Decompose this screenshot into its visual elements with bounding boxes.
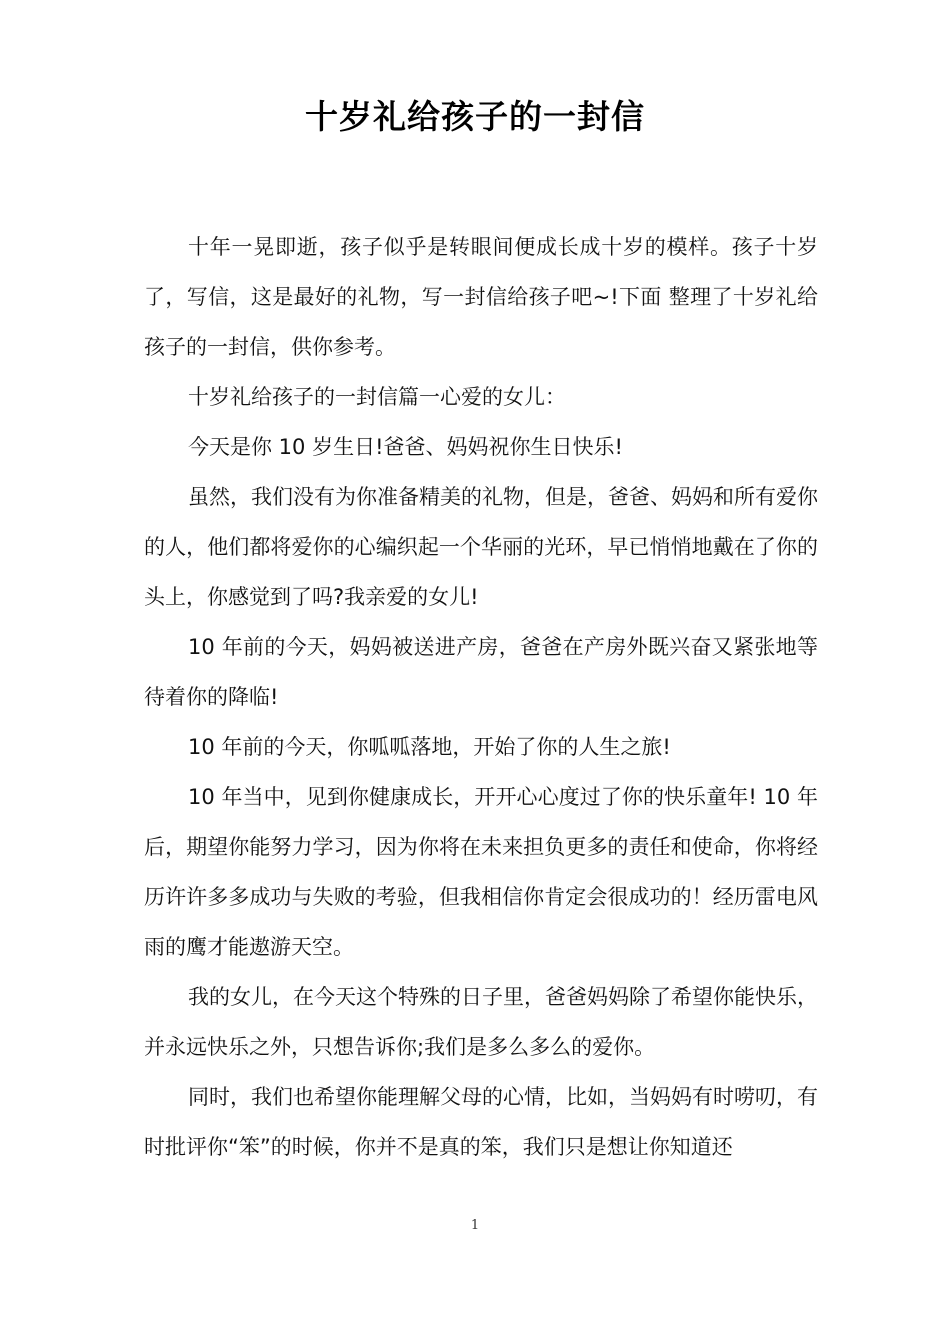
- paragraph-growth: 10 年当中，见到你健康成长，开开心心度过了你的快乐童年! 10 年后，期望你能努力学习，因为你将在未来担负更多的责任和使命，你将经历许许多多成功与失败的考验，但我相信你肯定会很成功的！经历雷电风雨的鹰才能遨游天空。: [144, 785, 818, 959]
- document-body: [144, 222, 818, 1172]
- paragraph-gift: 虽然，我们没有为你准备精美的礼物，但是，爸爸、妈妈和所有爱你的人，他们都将爱你的心编织起一个华丽的光环，早已悄悄地戴在了你的头上，你感觉到了吗?我亲爱的女儿!: [144, 485, 818, 609]
- paragraph-letter-heading: 十岁礼给孩子的一封信篇一心爱的女儿：: [188, 385, 566, 409]
- paragraph-understanding: 同时，我们也希望你能理解父母的心情，比如，当妈妈有时唠叨，有时批评你“笨”的时候，你并不是真的笨，我们只是想让你知道还: [144, 1085, 818, 1159]
- paragraph-birthday-greeting: 今天是你 10 岁生日!爸爸、妈妈祝你生日快乐!: [188, 435, 623, 459]
- paragraph-ten-years-ago-birth: 10 年前的今天，妈妈被送进产房，爸爸在产房外既兴奋又紧张地等待着你的降临!: [144, 635, 818, 709]
- paragraph-intro: 十年一晃即逝，孩子似乎是转眼间便成长成十岁的模样。孩子十岁了，写信，这是最好的礼物，写一封信给孩子吧~!下面 整理了十岁礼给孩子的一封信，供你参考。: [144, 235, 818, 359]
- document-title: 十岁礼给孩子的一封信: [305, 97, 645, 136]
- page-number: 1: [470, 1218, 480, 1233]
- paragraph-ten-years-ago-journey: 10 年前的今天，你呱呱落地，开始了你的人生之旅!: [188, 735, 671, 759]
- paragraph-love: 我的女儿，在今天这个特殊的日子里，爸爸妈妈除了希望你能快乐，并永远快乐之外，只想告诉你;我们是多么多么的爱你。: [144, 985, 818, 1059]
